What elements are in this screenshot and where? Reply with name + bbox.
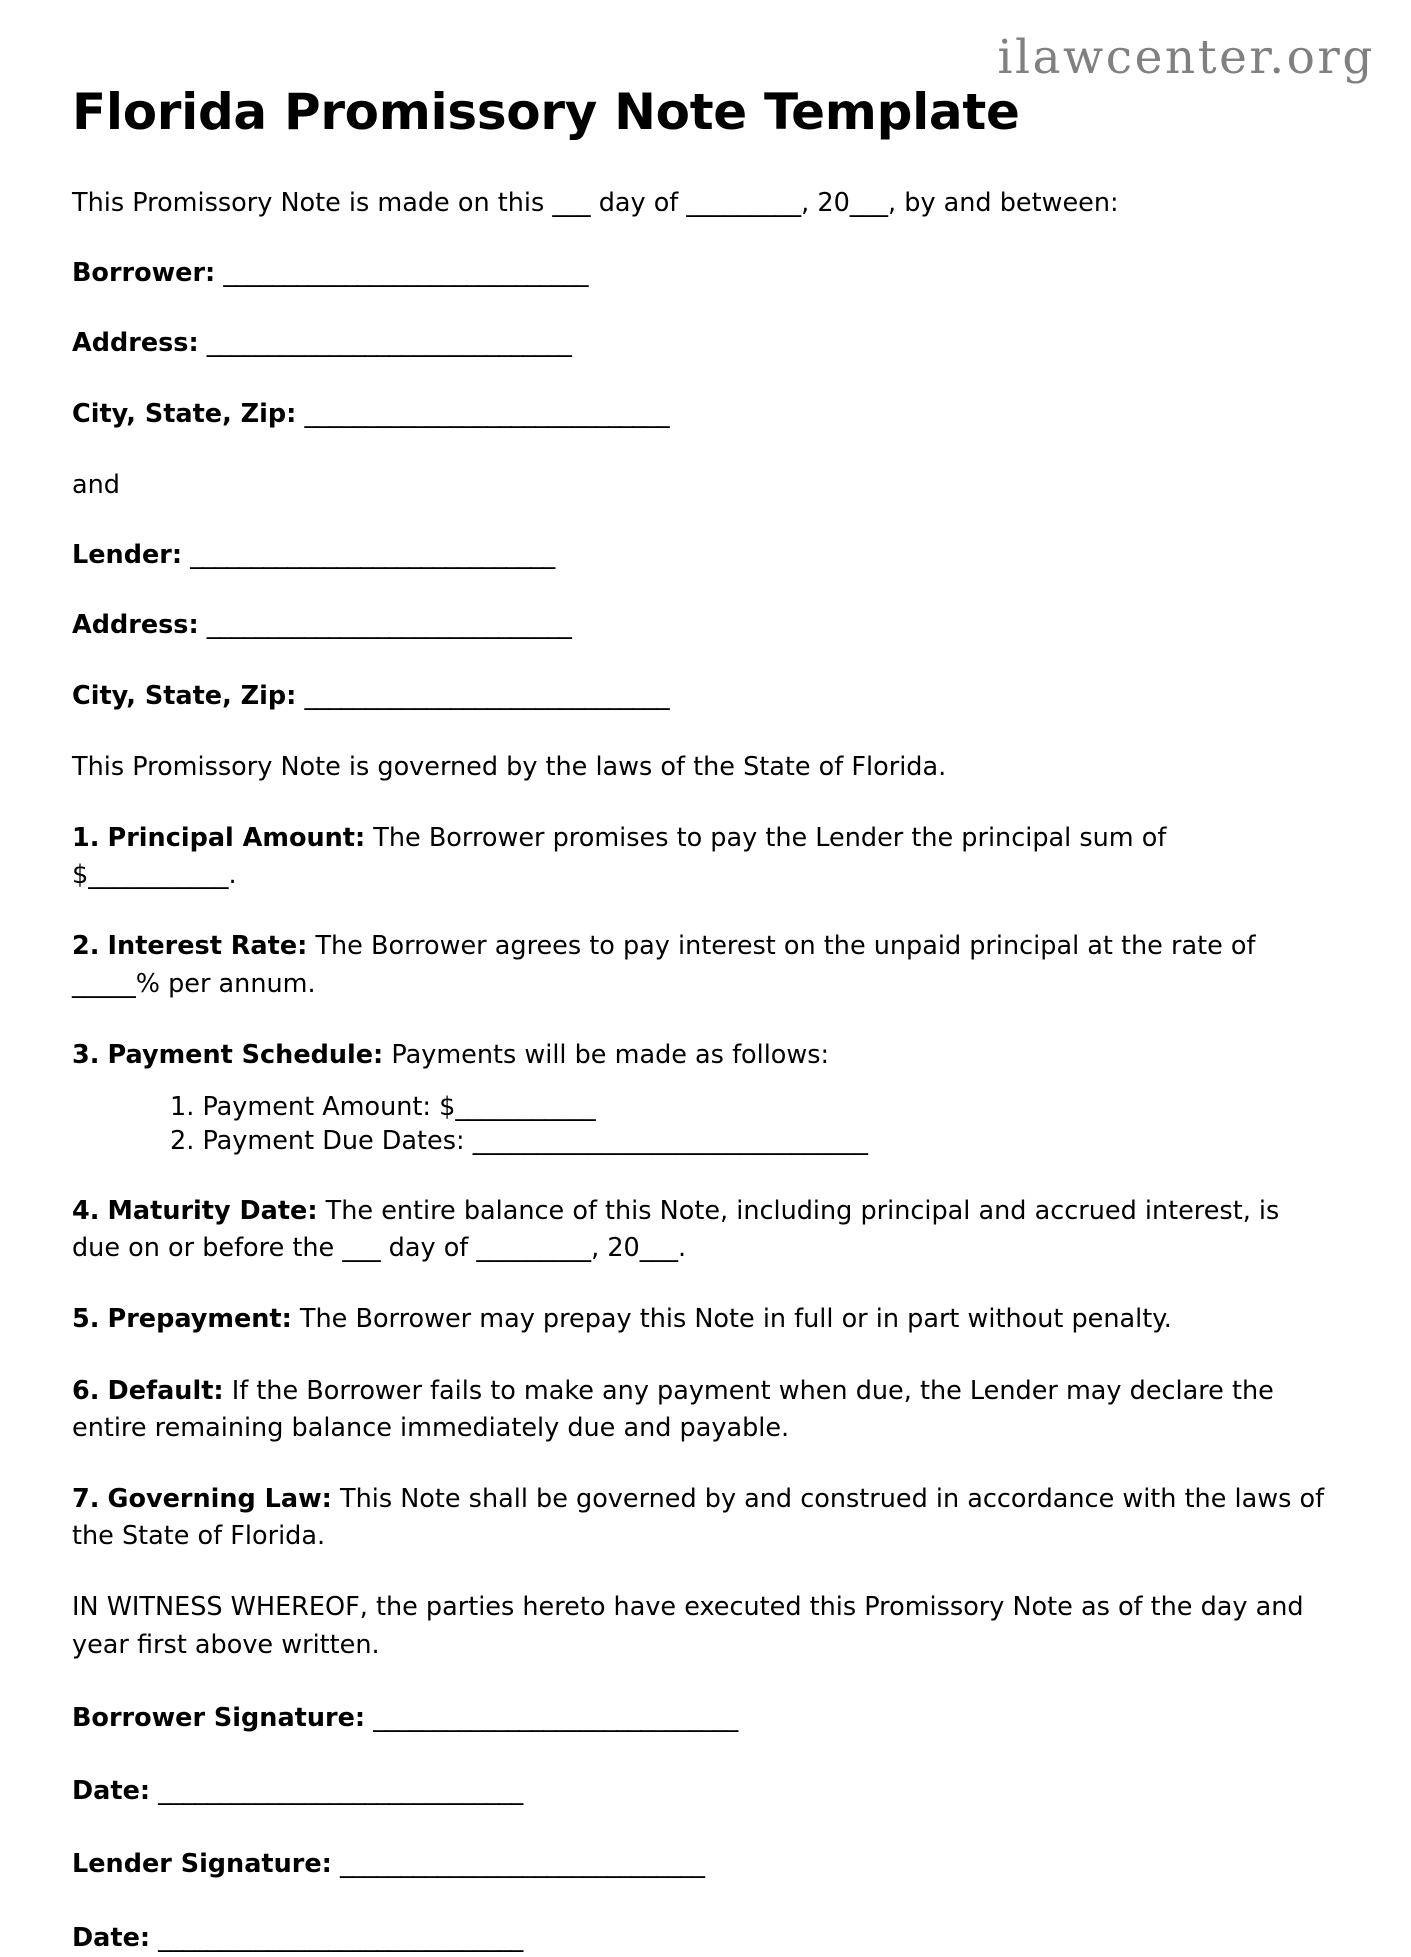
clause-heading-5: Prepayment: (107, 1304, 292, 1335)
clause-heading-6: Default: (107, 1375, 224, 1406)
field-label-lender-address: Address: (72, 610, 199, 641)
field-label-lender: Lender: (72, 540, 183, 571)
field-label-lender-date: Date: (72, 1922, 151, 1953)
field-blank-lender-city[interactable]: ______________________________ (304, 680, 669, 711)
clause-number-6: 6. (72, 1375, 100, 1406)
field-blank-borrower[interactable]: ______________________________ (223, 258, 588, 289)
list-item: Payment Due Dates: _______________________________ (202, 1126, 868, 1157)
field-label-borrower-city: City, State, Zip: (72, 398, 297, 429)
clause-default (72, 1339, 1334, 1447)
clause-heading-2: Interest Rate: (107, 931, 308, 962)
document-content (72, 0, 1334, 1957)
clause-interest-rate (72, 894, 1334, 1002)
clause-payment-schedule (72, 1003, 1334, 1074)
field-borrower-name (72, 222, 1334, 292)
clause-heading-7: Governing Law: (107, 1484, 332, 1514)
clause-heading-1: Principal Amount: (107, 822, 366, 853)
field-blank-lender-date[interactable]: ______________________________ (158, 1922, 523, 1953)
clause-prepayment (72, 1267, 1334, 1338)
clause-number-7: 7. (72, 1484, 100, 1514)
field-label-lender-city: City, State, Zip: (72, 680, 297, 711)
field-lender-date (72, 1884, 1334, 1957)
intro-paragraph: This Promissory Note is made on this ___ day of _________, 20___, by and between: (72, 188, 1119, 218)
clause-heading-3: Payment Schedule: (107, 1039, 384, 1070)
parties-conjunction: and (72, 469, 120, 500)
field-lender-address (72, 574, 1334, 644)
field-blank-borrower-signature[interactable]: ______________________________ (373, 1702, 738, 1733)
clause-number-5: 5. (72, 1304, 100, 1335)
clause-principal-amount (72, 786, 1334, 894)
clause-number-3: 3. (72, 1039, 100, 1070)
clause-heading-4: Maturity Date: (107, 1195, 318, 1226)
witness-clause: IN WITNESS WHEREOF, the parties hereto have executed this Promissory Note as of the day and year first above written. (72, 1592, 1304, 1660)
field-label-borrower-address: Address: (72, 328, 199, 359)
clause-number-4: 4. (72, 1195, 100, 1226)
field-label-borrower-signature: Borrower Signature: (72, 1702, 366, 1733)
clause-maturity-date (72, 1159, 1334, 1267)
list-item: Payment Amount: $___________ (202, 1092, 596, 1123)
field-blank-lender-signature[interactable]: ______________________________ (339, 1849, 705, 1880)
field-blank-borrower-date[interactable]: ______________________________ (158, 1776, 523, 1807)
clause-body-3: Payments will be made as follows: (391, 1039, 830, 1070)
clause-number-2: 2. (72, 931, 100, 962)
field-blank-lender-address[interactable]: ______________________________ (206, 610, 572, 641)
clause-body-1: The Borrower promises to pay the Lender the principal sum of $___________. (72, 822, 1167, 891)
field-label-borrower-date: Date: (72, 1776, 151, 1807)
field-borrower-date (72, 1737, 1334, 1810)
clause-body-2: The Borrower agrees to pay interest on the unpaid principal at the rate of _____% per annum. (72, 931, 1256, 999)
signature-block (72, 1664, 1334, 1957)
field-borrower-address (72, 292, 1334, 362)
clause-body-6: If the Borrower fails to make any payment when due, the Lender may declare the entire remaining balance immediately due and payable. (72, 1375, 1274, 1443)
governing-statement: This Promissory Note is governed by the laws of the State of Florida. (72, 751, 947, 782)
page-title: Florida Promissory Note Template (72, 83, 1020, 141)
field-blank-borrower-address[interactable]: ______________________________ (206, 328, 572, 359)
clause-governing-law (72, 1447, 1334, 1555)
site-watermark: ilawcenter.org (997, 30, 1375, 85)
field-blank-borrower-city[interactable]: ______________________________ (304, 398, 669, 429)
field-lender-name (72, 504, 1334, 574)
clause-body-4: The entire balance of this Note, including principal and accrued interest, is due on or before the ___ day of _________, 20___. (72, 1195, 1280, 1264)
field-label-borrower: Borrower: (72, 258, 216, 289)
payment-schedule-list (72, 1074, 1334, 1159)
field-label-lender-signature: Lender Signature: (72, 1849, 332, 1880)
clause-number-1: 1. (72, 822, 100, 853)
clause-body-7: This Note shall be governed by and construed in accordance with the laws of the State of Florida. (72, 1484, 1325, 1552)
field-borrower-signature (72, 1664, 1334, 1737)
clause-body-5: The Borrower may prepay this Note in full or in part without penalty. (299, 1304, 1172, 1335)
field-lender-city-state-zip (72, 645, 1334, 715)
field-blank-lender[interactable]: ______________________________ (190, 540, 555, 571)
field-borrower-city-state-zip (72, 363, 1334, 433)
field-lender-signature (72, 1810, 1334, 1883)
